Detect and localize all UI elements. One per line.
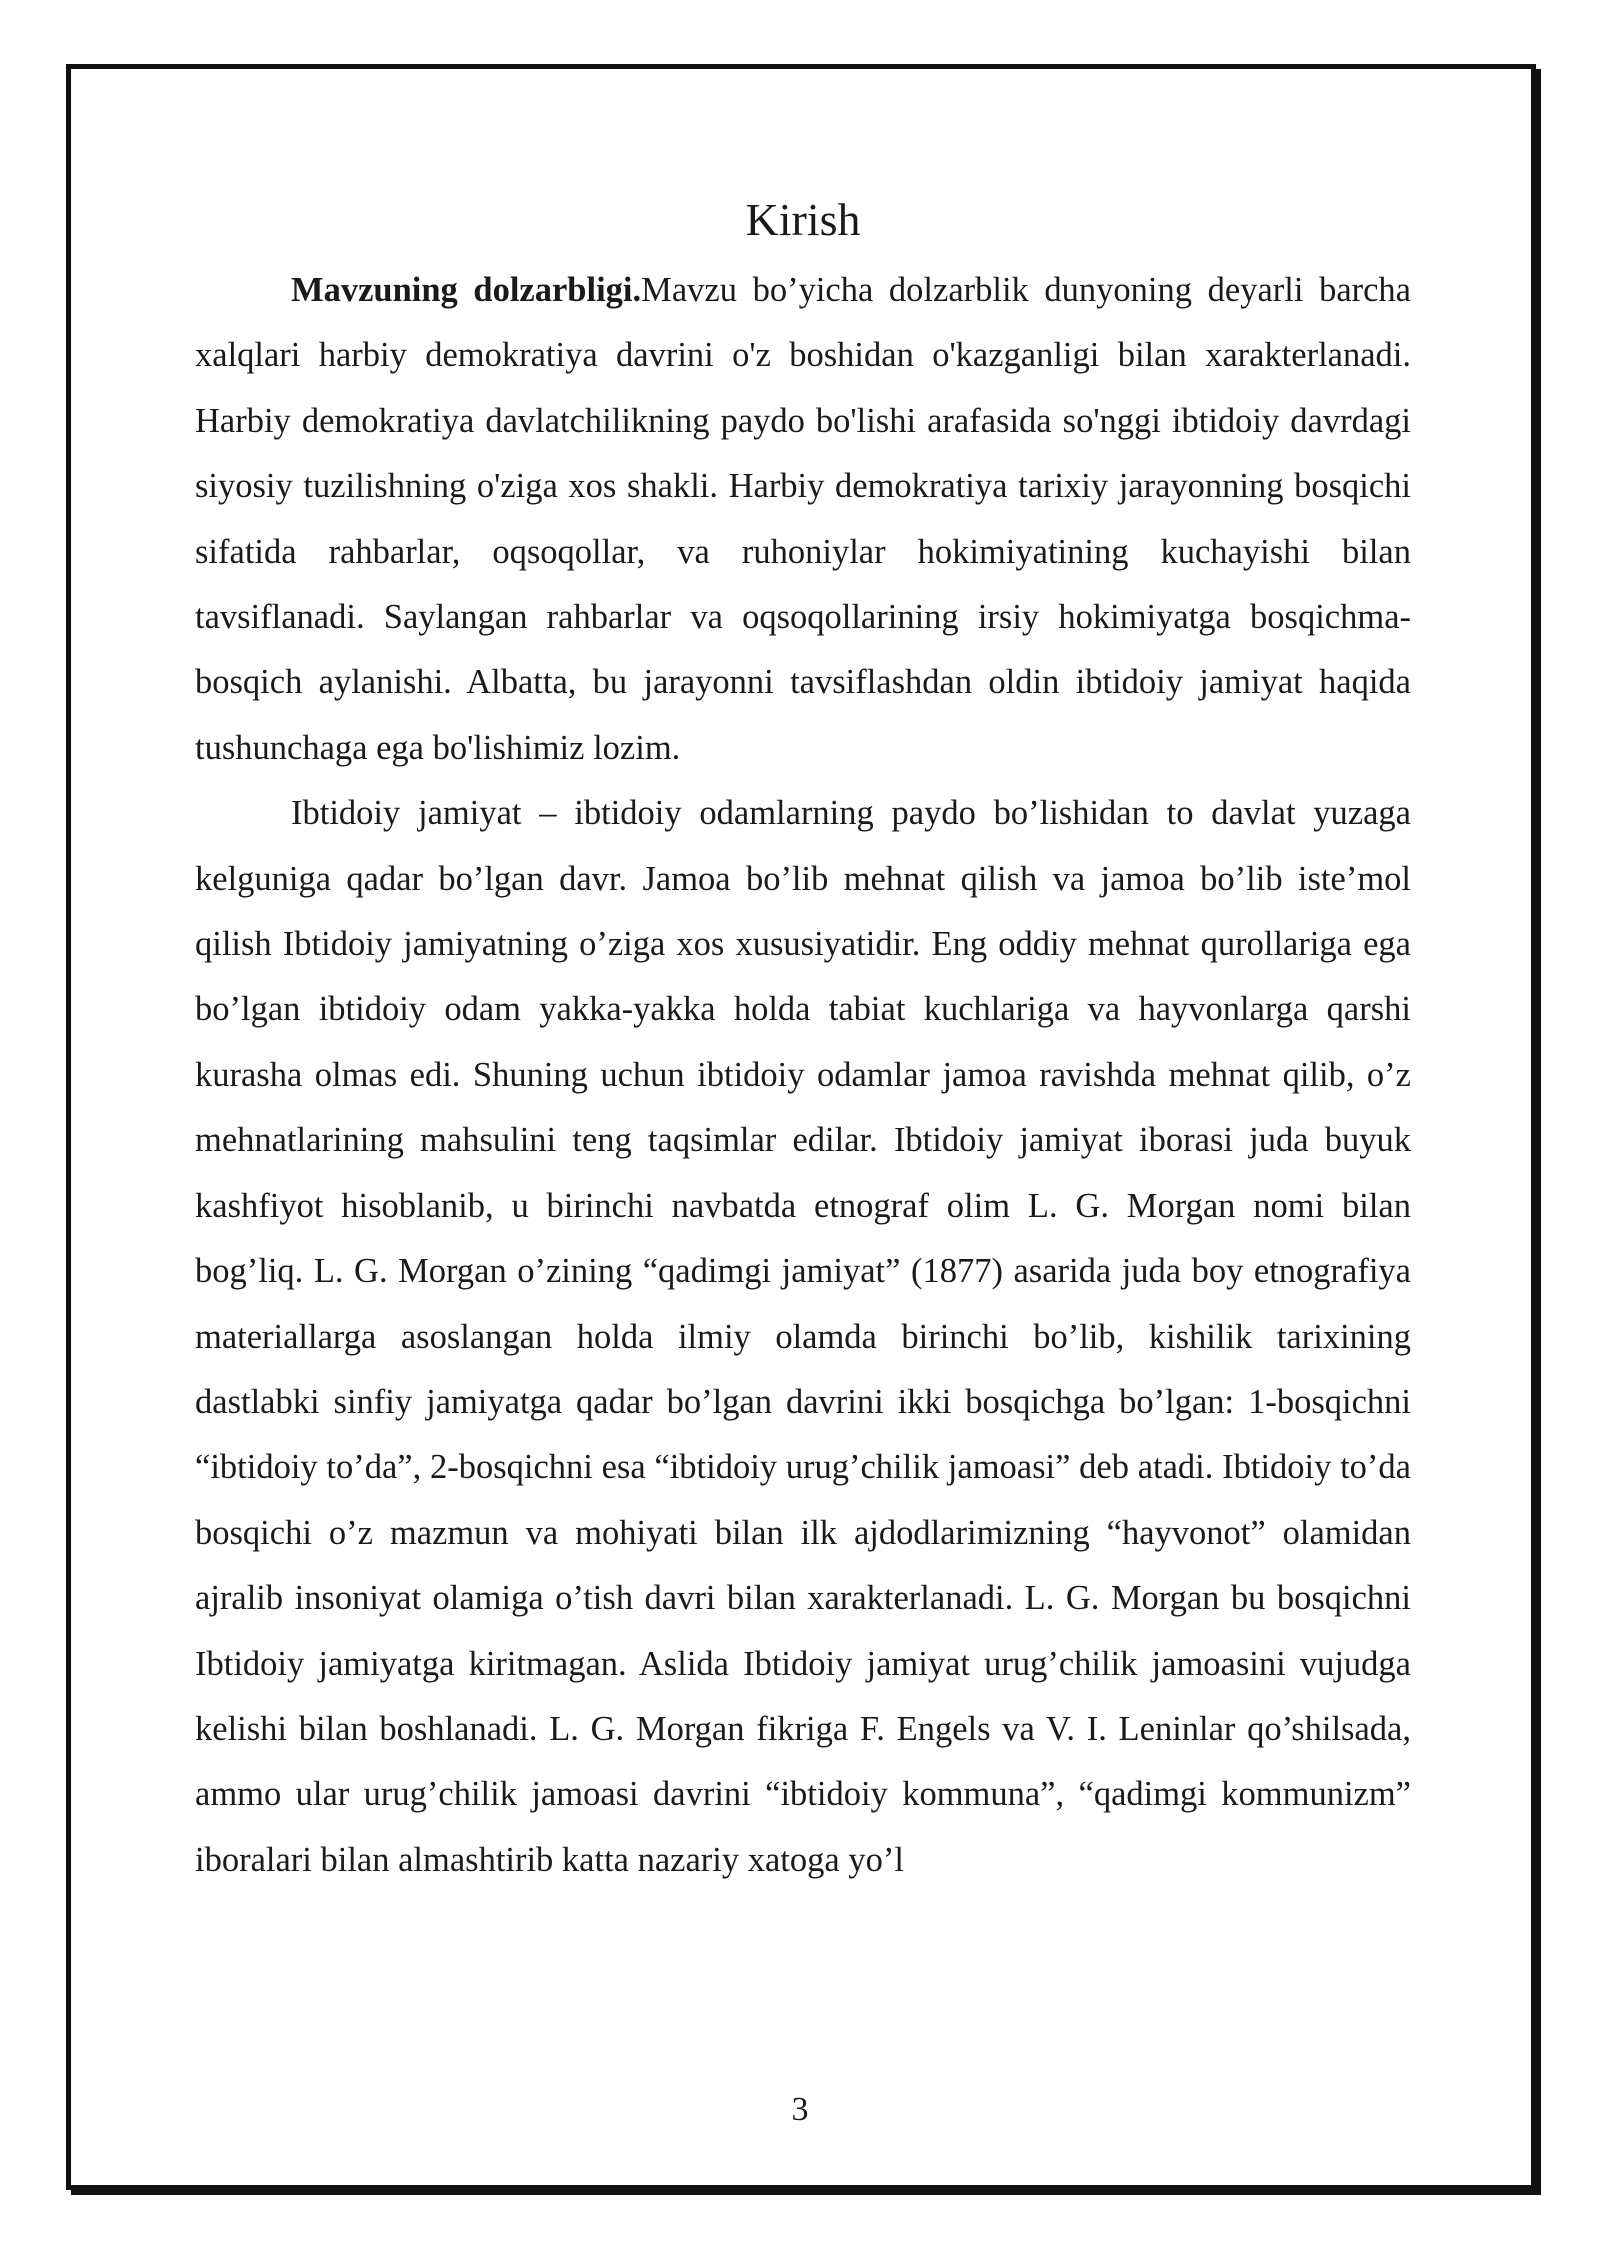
relevance-heading: Mavzuning dolzarbligi. — [291, 271, 642, 309]
relevance-text: Mavzu bo’yicha dolzarblik dunyoning deyarli barcha xalqlari harbiy demokratiya davrini o'z boshidan o'kazganligi bilan xarakterlanadi. Harbiy demokratiya davlatchilikning paydo bo'lishi arafasida so'nggi ibtidoiy davrdagi siyosiy tuzilishning o'ziga xos shakli. Harbiy demokratiya tarixiy jarayonning bosqichi sifatida rahbarlar, oqsoqollar, va ruhoniylar hokimiyatining kuchayishi bilan tavsiflanadi. Saylangan rahbarlar va oqsoqollarining irsiy hokimiyatga bosqichma- bosqich aylanishi. Albatta, bu jarayonni tavsiflashdan oldin ibtidoiy jamiyat haqida tushunchaga ega bo'lishimiz lozim. — [195, 271, 1411, 767]
page-number: 3 — [791, 2091, 809, 2128]
paragraph-primitive-society: Ibtidoiy jamiyat – ibtidoiy odamlarning paydo bo’lishidan to davlat yuzaga kelguniga qadar bo’lgan davr. Jamoa bo’lib mehnat qilish va jamoa bo’lib iste’mol qilish Ibtidoiy jamiyatning o’ziga xos xususiyatidir. Eng oddiy mehnat qurollariga ega bo’lgan ibtidoiy odam yakka-yakka holda tabiat kuchlariga va hayvonlarga qarshi kurasha olmas edi. Shuning uchun ibtidoiy odamlar jamoa ravishda mehnat qilib, o’z mehnatlarining mahsulini teng taqsimlar edilar. Ibtidoiy jamiyat iborasi juda buyuk kashfiyot hisoblanib, u birinchi navbatda etnograf olim L. G. Morgan nomi bilan bog’liq. L. G. Morgan o’zining “qadimgi jamiyat” (1877) asarida juda boy etnografiya materiallarga asoslangan holda ilmiy olamda birinchi bo’lib, kishilik tarixining dastlabki sinfiy jamiyatga qadar bo’lgan davrini ikki bosqichga bo’lgan: 1-bosqichni “ibtidoiy to’da”, 2-bosqichni esa “ibtidoiy urug’chilik jamoasi” deb atadi. Ibtidoiy to’da bosqichi o’z mazmun va mohiyati bilan ilk ajdodlarimizning “hayvonot” olamidan ajralib insoniyat olamiga o’tish davri bilan xarakterlanadi. L. G. Morgan bu bosqichni Ibtidoiy jamiyatga kiritmagan. Aslida Ibtidoiy jamiyat urug’chilik jamoasini vujudga kelishi bilan boshlanadi. L. G. Morgan fikriga F. Engels va V. I. Leninlar qo’shilsada, ammo ular urug’chilik jamoasi davrini “ibtidoiy kommuna”, “qadimgi kommunizm” iboralari bilan almashtirib katta nazariy xatoga yo’l — [195, 794, 1411, 1879]
paragraph-relevance — [195, 258, 1411, 781]
document-body — [195, 190, 1411, 1893]
section-title: Kirish — [745, 194, 861, 245]
